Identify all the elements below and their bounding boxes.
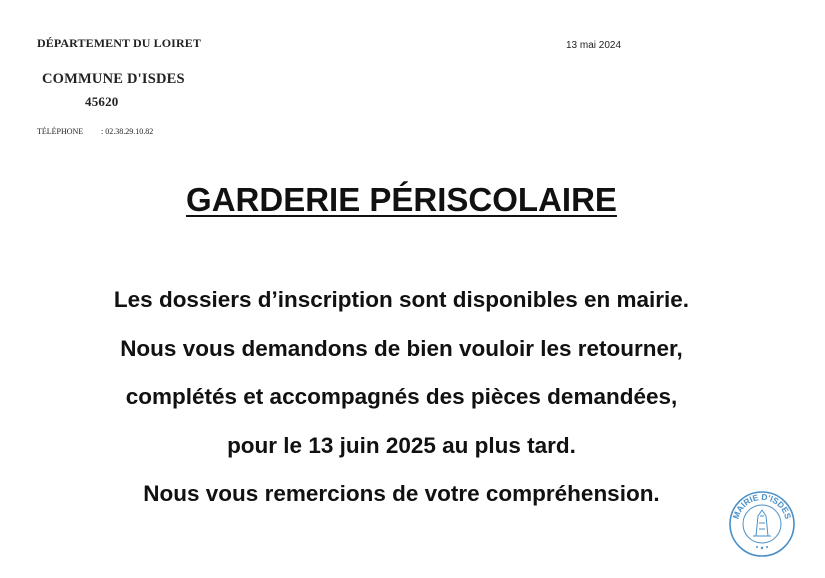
phone-label: TÉLÉPHONE [37,127,84,136]
notice-line: Nous vous remercions de votre compréhension. [143,481,660,506]
phone-line [37,127,153,136]
notice-line: complétés et accompagnés des pièces demandées, [125,384,678,409]
phone-number: : 02.38.29.10.82 [101,127,154,136]
svg-text:MAIRIE D'ISDES: MAIRIE D'ISDES [730,491,794,521]
department-name: DÉPARTEMENT DU LOIRET [37,36,201,50]
notice-line: Les dossiers d’inscription sont disponibles en mairie. [113,287,690,312]
town-hall-stamp [727,490,797,558]
letterhead [37,36,297,136]
postcode: 45620 [85,94,119,109]
notice-body [0,284,803,527]
notice-line: pour le 13 juin 2025 au plus tard. [227,432,576,458]
stamp-seal-icon [727,490,797,558]
document-date: 13 mai 2024 [566,40,622,51]
notice-title: GARDERIE PÉRISCOLAIRE [186,181,617,218]
commune-name: COMMUNE D'ISDES [42,71,185,87]
notice-line: Nous vous demandons de bien vouloir les retourner, [120,335,683,361]
